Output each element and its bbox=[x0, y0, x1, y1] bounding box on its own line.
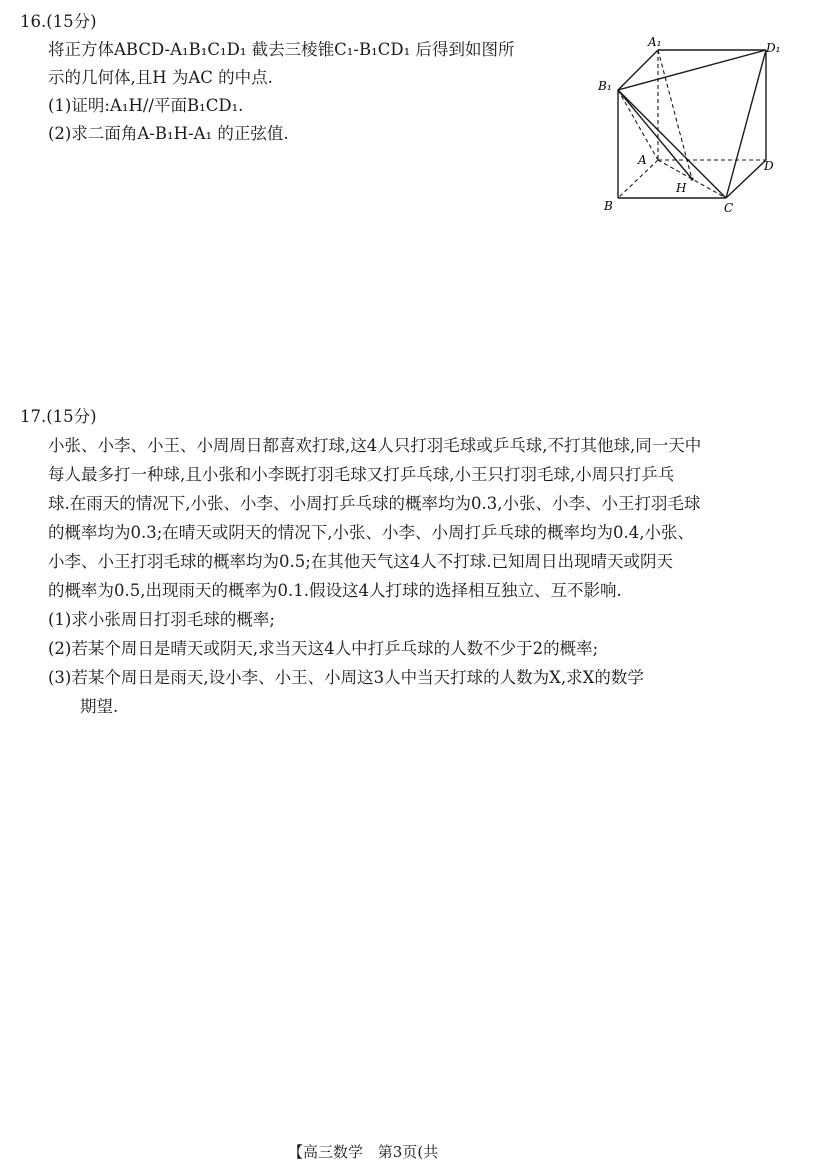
question-17-part-2: (2)若某个周日是晴天或阴天,求当天这4人中打乒乓球的人数不少于2的概率; bbox=[48, 639, 599, 658]
edge-b1-d1 bbox=[618, 50, 766, 90]
label-d1: D₁ bbox=[766, 41, 781, 55]
question-17-stem-line-5: 小李、小王打羽毛球的概率均为0.5;在其他天气这4人不打球.已知周日出现晴天或阴天 bbox=[48, 552, 674, 571]
question-16-part-1: (1)证明:A₁H//平面B₁CD₁. bbox=[48, 96, 244, 115]
edge-b1-h bbox=[618, 90, 692, 179]
point-h bbox=[690, 177, 693, 180]
question-17-part-1: (1)求小张周日打羽毛球的概率; bbox=[48, 610, 275, 629]
question-17-heading: 17.(15分) bbox=[20, 407, 97, 426]
footer-subject: 【高三数学 bbox=[288, 1143, 364, 1161]
page-footer bbox=[288, 1142, 448, 1162]
question-17-stem-line-6: 的概率为0.5,出现雨天的概率为0.1.假设这4人打球的选择相互独立、互不影响. bbox=[48, 581, 622, 600]
question-16-heading: 16.(15分) bbox=[20, 12, 97, 31]
label-b: B bbox=[604, 199, 613, 213]
hidden-edge-b1-a bbox=[618, 90, 658, 160]
label-a1: A₁ bbox=[648, 35, 662, 49]
question-16-stem-line-2: 示的几何体,且H 为AC 的中点. bbox=[48, 68, 273, 87]
edge-c-d bbox=[726, 160, 766, 198]
question-17-part-3-continuation: 期望. bbox=[80, 697, 119, 716]
question-17-stem-line-2: 每人最多打一种球,且小张和小李既打羽毛球又打乒乓球,小王只打羽毛球,小周只打乒乓 bbox=[48, 465, 675, 484]
question-16 bbox=[20, 8, 600, 148]
question-17-part-3: (3)若某个周日是雨天,设小李、小王、小周这3人中当天打球的人数为X,求X的数学 bbox=[48, 668, 644, 687]
question-17-stem-line-4: 的概率均为0.3;在晴天或阴天的情况下,小张、小李、小周打乒乓球的概率均为0.4,小张、 bbox=[48, 523, 695, 542]
edge-d1-c bbox=[726, 50, 766, 198]
question-17 bbox=[20, 402, 790, 721]
label-h: H bbox=[676, 181, 687, 195]
geometry-figure bbox=[596, 34, 788, 216]
question-17-stem-line-3: 球.在雨天的情况下,小张、小李、小周打乒乓球的概率均为0.3,小张、小李、小王打羽毛球 bbox=[48, 494, 701, 513]
label-d: D bbox=[764, 159, 774, 173]
question-16-stem-line-1: 将正方体ABCD-A₁B₁C₁D₁ 截去三棱锥C₁-B₁CD₁ 后得到如图所 bbox=[48, 40, 515, 59]
label-b1: B₁ bbox=[598, 79, 612, 93]
footer-page-number: 第3页(共 bbox=[377, 1143, 439, 1161]
question-17-stem-line-1: 小张、小李、小王、小周周日都喜欢打球,这4人只打羽毛球或乒乓球,不打其他球,同一天中 bbox=[48, 436, 702, 455]
label-a: A bbox=[638, 153, 647, 167]
edge-b1-c bbox=[618, 90, 726, 198]
question-16-part-2: (2)求二面角A-B₁H-A₁ 的正弦值. bbox=[48, 124, 289, 143]
label-c: C bbox=[724, 201, 734, 215]
